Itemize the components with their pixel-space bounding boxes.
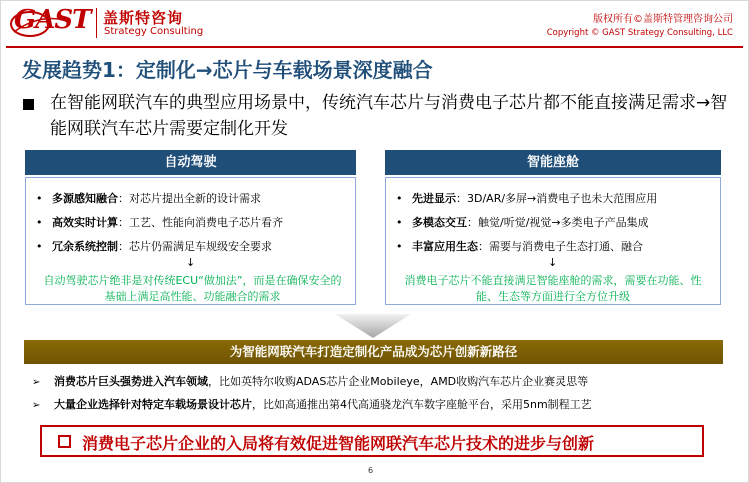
chevron-down-icon	[335, 314, 411, 338]
copyright-cn: 版权所有©盖斯特管理咨询公司	[593, 14, 733, 25]
logo-divider	[96, 8, 97, 38]
list-item: • 冗余系统控制：芯片仍需满足车规级安全要求	[36, 240, 272, 253]
company-name-en: Strategy Consulting	[104, 26, 204, 37]
list-item: • 丰富应用生态：需要与消费电子生态打通、融合	[396, 240, 643, 253]
list-item: ➢ 大量企业选择针对特定车载场景设计芯片，比如高通推出第4代高通骁龙汽车数字座舱平台，采用5nm制程工艺	[32, 398, 592, 411]
intro-text: 在智能网联汽车的典型应用场景中，传统汽车芯片与消费电子芯片都不能直接满足需求→智能网联汽车芯片需要定制化开发	[50, 93, 728, 139]
checkbox-square-icon	[58, 435, 71, 448]
header-divider	[6, 46, 743, 48]
arrow-bullet-icon: ➢	[32, 400, 41, 411]
panel-conclusion-note: 自动驾驶芯片绝非是对传统ECU“做加法”，而是在确保安全的基础上满足高性能、功能融合的需求	[43, 274, 342, 303]
arrow-down-icon: ↓	[548, 256, 558, 269]
list-item: • 先进显示：3D/AR/多屏→消费电子也未大范围应用	[396, 192, 658, 205]
slide-title: 发展趋势1：定制化→芯片与车载场景深度融合	[22, 58, 433, 82]
panel-heading-autonomous-driving: 自动驾驶	[25, 150, 356, 175]
list-item: • 多模态交互：触觉/听觉/视觉→多类电子产品集成	[396, 216, 649, 229]
panel-conclusion-note: 消费电子芯片不能直接满足智能座舱的需求，需要在功能、性能、生态等方面进行全方位升级	[404, 274, 702, 303]
conclusion-box	[40, 425, 704, 457]
list-item: • 高效实时计算：工艺、性能向消费电子芯片看齐	[36, 216, 283, 229]
intro-bullet-square	[23, 99, 34, 110]
logo-text: GAST	[14, 5, 91, 35]
list-item: ➢ 消费芯片巨头强势进入汽车领域，比如英特尔收购ADAS芯片企业Mobileye，AMD收购汽车芯片企业赛灵思等	[32, 375, 589, 388]
panel-autonomous-driving	[25, 177, 356, 305]
company-name-cn: 盖斯特咨询	[103, 9, 184, 27]
page-number: 6	[368, 466, 374, 475]
feature-list	[396, 190, 657, 262]
key-finding-bar: 为智能网联汽车打造定制化产品成为芯片创新新路径	[24, 340, 723, 364]
arrow-bullet-icon: ➢	[32, 377, 41, 388]
list-item: • 多源感知融合：对芯片提出全新的设计需求	[36, 192, 261, 205]
copyright-en: Copyright © GAST Strategy Consulting, LLC	[546, 28, 733, 38]
conclusion-text: 消费电子芯片企业的入局将有效促进智能网联汽车芯片技术的进步与创新	[82, 434, 595, 453]
panel-heading-smart-cockpit: 智能座舱	[385, 150, 721, 175]
arrow-down-icon: ↓	[186, 256, 196, 269]
feature-list	[36, 190, 283, 262]
panel-smart-cockpit	[385, 177, 721, 305]
